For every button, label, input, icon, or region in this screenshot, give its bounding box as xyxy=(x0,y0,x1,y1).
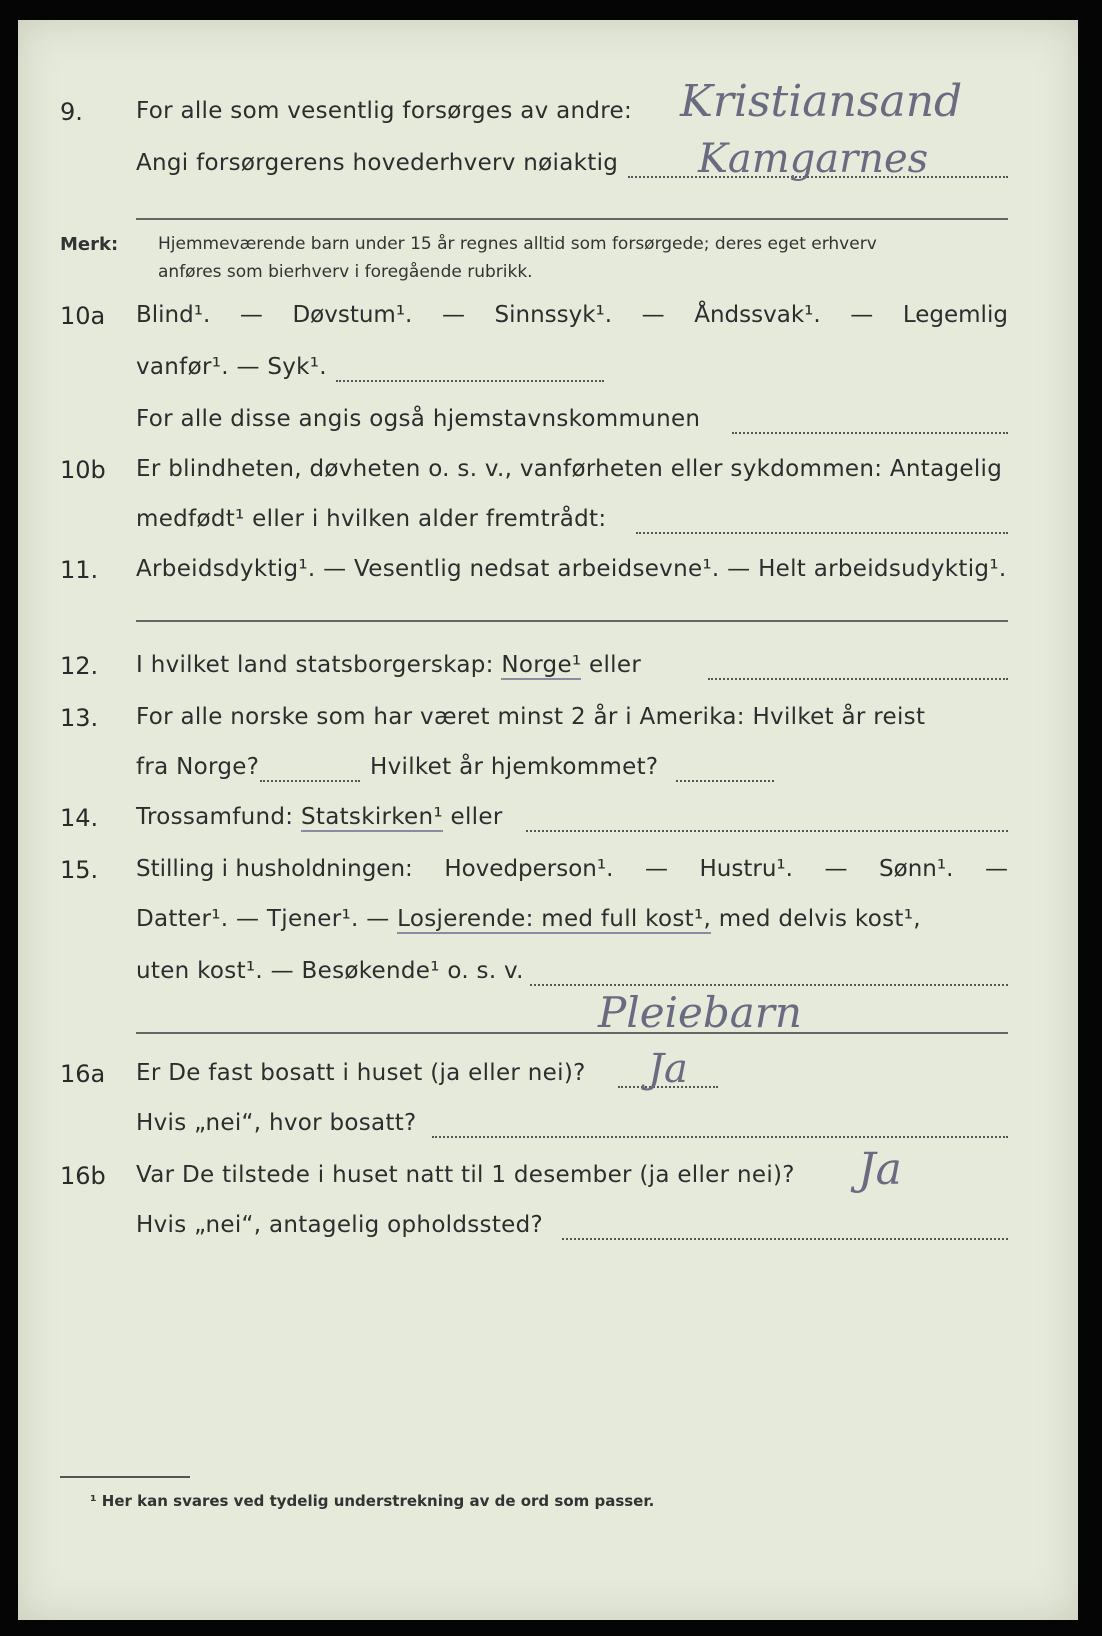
question-text: fra Norge? xyxy=(136,754,260,780)
question-number: 11. xyxy=(60,556,99,584)
question-12 xyxy=(18,652,1078,696)
note-text: anføres som bierhverv i foregående rubrikk. xyxy=(158,262,533,282)
question-text xyxy=(136,856,1008,882)
answer-line xyxy=(432,1136,1008,1138)
question-16b xyxy=(18,1144,1078,1206)
question-15 xyxy=(18,856,1078,900)
marked-option: Norge¹ xyxy=(501,652,582,678)
question-16a-line-2 xyxy=(18,1110,1078,1154)
option: Døvstum¹. xyxy=(292,302,413,328)
question-tail: eller xyxy=(450,804,503,830)
separator: — xyxy=(824,856,848,882)
question-lead: Trossamfund: xyxy=(136,804,294,830)
footnote-rule xyxy=(60,1476,190,1478)
option: med delvis kost¹, xyxy=(718,906,921,932)
separator: — xyxy=(441,302,465,328)
separator: — xyxy=(239,302,263,328)
question-text xyxy=(136,906,921,932)
question-11 xyxy=(18,556,1078,600)
answer-line xyxy=(636,532,1008,534)
answer-line xyxy=(526,830,1008,832)
answer-line xyxy=(260,780,360,782)
question-text xyxy=(136,804,503,830)
marked-option: Losjerende: med full kost¹, xyxy=(397,906,712,932)
option: Hustru¹. xyxy=(699,856,793,882)
question-tail: eller xyxy=(589,652,642,678)
question-13-line-2 xyxy=(18,754,1078,798)
question-number: 13. xyxy=(60,704,99,732)
question-10a xyxy=(18,302,1078,346)
question-10b-line-2 xyxy=(18,506,1078,550)
handwritten-answer: Pleiebarn xyxy=(598,988,802,1037)
option: Hovedperson¹. xyxy=(444,856,614,882)
answer-line xyxy=(336,380,604,382)
option: Sønn¹. xyxy=(879,856,954,882)
handwritten-answer: Ja xyxy=(648,1046,688,1092)
option: Åndssvak¹. xyxy=(694,302,821,328)
question-number: 10a xyxy=(60,302,106,330)
answer-rule xyxy=(136,218,1008,220)
separator: — xyxy=(984,856,1008,882)
question-text: Var De tilstede i huset natt til 1 desember (ja eller nei)? xyxy=(136,1162,795,1188)
question-15-line-3 xyxy=(18,958,1078,1002)
question-text: uten kost¹. — Besøkende¹ o. s. v. xyxy=(136,958,524,984)
separator: — xyxy=(850,302,874,328)
question-text xyxy=(136,652,641,678)
census-form-page xyxy=(18,20,1078,1620)
question-text xyxy=(136,302,1008,328)
question-text: For alle norske som har været minst 2 år i Amerika: Hvilket år reist xyxy=(136,704,926,730)
option: Legemlig xyxy=(902,302,1008,328)
answer-line xyxy=(708,678,1008,680)
question-lead: Stilling i husholdningen: xyxy=(136,856,413,882)
footnote: ¹ Her kan svares ved tydelig understrekning av de ord som passer. xyxy=(90,1492,655,1510)
question-number: 9. xyxy=(60,98,83,126)
note-text: Hjemmeværende barn under 15 år regnes alltid som forsørgede; deres eget erhverv xyxy=(158,234,877,254)
options: Datter¹. — Tjener¹. — xyxy=(136,906,390,932)
option: Blind¹. xyxy=(136,302,211,328)
question-15-line-2 xyxy=(18,906,1078,950)
option: Sinnssyk¹. xyxy=(494,302,613,328)
question-number: 16a xyxy=(60,1060,106,1088)
marked-option: Statskirken¹ xyxy=(300,804,443,830)
question-number: 14. xyxy=(60,804,99,832)
question-text: For alle som vesentlig forsørges av andre: xyxy=(136,98,633,124)
question-text: Er blindheten, døvheten o. s. v., vanførheten eller sykdommen: Antagelig xyxy=(136,456,1003,482)
question-text: Er De fast bosatt i huset (ja eller nei)? xyxy=(136,1060,586,1086)
handwritten-answer: Kristiansand xyxy=(680,76,963,127)
note-label: Merk: xyxy=(60,234,119,255)
question-16b-line-2 xyxy=(18,1212,1078,1256)
question-number: 16b xyxy=(60,1162,106,1190)
question-10b xyxy=(18,456,1078,500)
handwritten-answer: Ja xyxy=(858,1144,902,1195)
answer-rule xyxy=(136,620,1008,622)
question-text: Hvis „nei“, antagelig opholdssted? xyxy=(136,1212,544,1238)
question-number: 12. xyxy=(60,652,99,680)
question-number: 15. xyxy=(60,856,99,884)
separator: — xyxy=(644,856,668,882)
question-text: Angi forsørgerens hovederhverv nøiaktig xyxy=(136,150,619,176)
question-text: For alle disse angis også hjemstavnskommunen xyxy=(136,406,701,432)
question-text: Hvis „nei“, hvor bosatt? xyxy=(136,1110,417,1136)
question-text: vanfør¹. — Syk¹. xyxy=(136,354,327,380)
question-text: Arbeidsdyktig¹. — Vesentlig nedsat arbeidsevne¹. — Helt arbeidsudyktig¹. xyxy=(136,556,1007,582)
question-10a-line-2 xyxy=(18,354,1078,398)
question-16a xyxy=(18,1046,1078,1104)
answer-line xyxy=(676,780,774,782)
question-14 xyxy=(18,804,1078,848)
question-9-line-2 xyxy=(18,136,1078,194)
answer-line xyxy=(530,984,1008,986)
separator: — xyxy=(641,302,665,328)
question-13 xyxy=(18,704,1078,748)
question-number: 10b xyxy=(60,456,106,484)
question-lead: I hvilket land statsborgerskap: xyxy=(136,652,494,678)
handwritten-answer: Kamgarnes xyxy=(698,136,929,182)
question-text: Hvilket år hjemkommet? xyxy=(370,754,659,780)
answer-rule xyxy=(136,1032,1008,1034)
answer-line xyxy=(732,432,1008,434)
question-text: medfødt¹ eller i hvilken alder fremtrådt: xyxy=(136,506,607,532)
answer-line xyxy=(562,1238,1008,1240)
question-10a-line-3 xyxy=(18,406,1078,450)
